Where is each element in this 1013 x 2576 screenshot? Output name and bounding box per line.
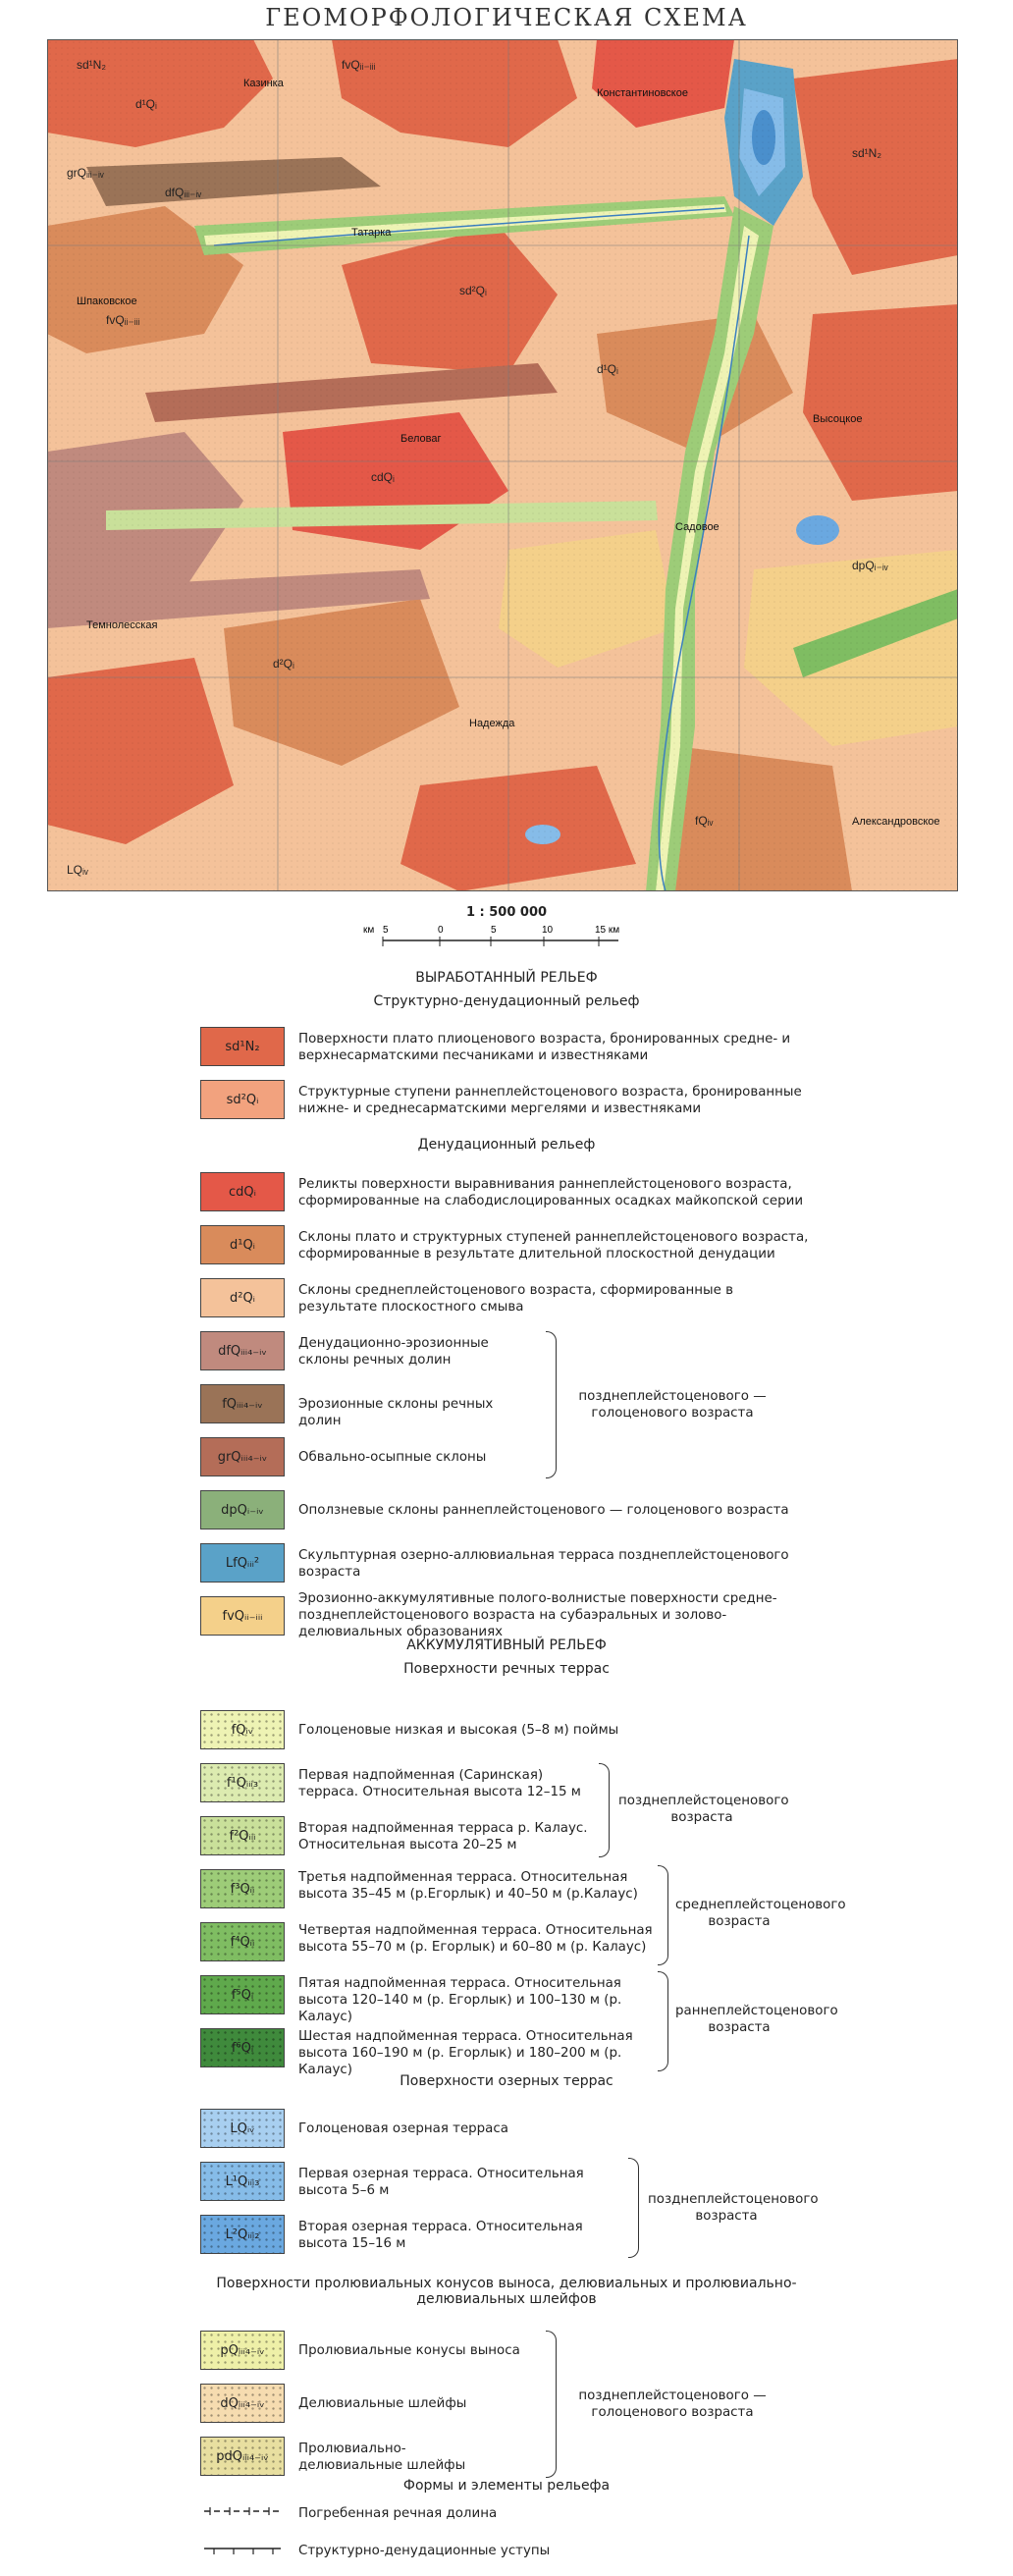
legend-text: Голоценовая озерная терраса bbox=[298, 2121, 508, 2136]
map-label: cdQᵢ bbox=[371, 470, 395, 484]
legend-group-label: среднеплейстоценового возраста bbox=[675, 1898, 846, 1929]
legend-text: Вторая озерная терраса. Относительная высота 15–16 м bbox=[298, 2220, 583, 2251]
legend-swatch: f⁴Qᵢᵢ bbox=[200, 1922, 285, 1961]
legend-group-label: позднеплейстоценового возраста bbox=[618, 1794, 789, 1825]
scale-tick-label: 5 bbox=[491, 925, 497, 936]
map-title: ГЕОМОРФОЛОГИЧЕСКАЯ СХЕМА bbox=[265, 4, 748, 31]
legend-brace bbox=[546, 1331, 557, 1478]
map-label: LQᵢᵥ bbox=[67, 863, 88, 877]
legend-swatch: d¹Qᵢ bbox=[200, 1225, 285, 1264]
buried-valley-symbol bbox=[200, 2503, 285, 2523]
legend-swatch: pQᵢᵢᵢ₄₋ᵢᵥ bbox=[200, 2331, 285, 2370]
place-label: Беловаг bbox=[400, 433, 442, 445]
legend-subheading: Поверхности речных террас bbox=[403, 1661, 610, 1677]
legend-subheading: Поверхности пролювиальных конусов выноса, делювиальных и пролювиально-делювиальных шлейфов bbox=[216, 2276, 797, 2307]
map-label: d¹Qᵢ bbox=[597, 362, 618, 376]
map-label: d²Qᵢ bbox=[273, 657, 294, 671]
legend-text: Склоны среднеплейстоценового возраста, сформированные в результате плоскостного смыва bbox=[298, 1283, 733, 1315]
legend-text: Эрозионно-аккумулятивные полого-волнистые поверхности средне-позднеплейстоценового возраста на субаэральных и золово-делювиальных образованиях bbox=[298, 1591, 777, 1639]
map-label: sd¹N₂ bbox=[77, 58, 106, 72]
place-label: Садовое bbox=[675, 521, 720, 533]
legend-swatch: L²Qᵢᵢᵢ₂ bbox=[200, 2215, 285, 2254]
legend-text: Скульптурная озерно-аллювиальная терраса позднеплейстоценового возраста bbox=[298, 1548, 789, 1580]
place-label: Темнолесская bbox=[86, 619, 158, 631]
legend-subheading: Поверхности озерных террас bbox=[400, 2073, 613, 2089]
legend-group-label: позднеплейстоценового — голоценового возраста bbox=[578, 2388, 767, 2420]
legend-swatch: d²Qᵢ bbox=[200, 1278, 285, 1317]
legend-group-label: позднеплейстоценового — голоценового возраста bbox=[578, 1389, 767, 1421]
map-texture bbox=[47, 39, 958, 891]
legend-swatch: dfQᵢᵢᵢ₄₋ᵢᵥ bbox=[200, 1331, 285, 1370]
legend-swatch: LfQᵢᵢᵢ² bbox=[200, 1543, 285, 1583]
legend-subheading: Формы и элементы рельефа bbox=[402, 2478, 611, 2494]
legend-text: Голоценовые низкая и высокая (5–8 м) поймы bbox=[298, 1723, 619, 1738]
legend-text: Структурно-денудационные уступы bbox=[298, 2544, 551, 2558]
legend-text: Структурные ступени раннеплейстоценового возраста, бронированные нижне- и среднесарматскими мергелями и известняками bbox=[298, 1085, 802, 1116]
legend-subheading: Структурно-денудационный рельеф bbox=[373, 993, 640, 1009]
place-label: Казинка bbox=[243, 78, 284, 89]
scale-bar bbox=[363, 923, 658, 962]
legend-swatch: L¹Qᵢᵢᵢ₃ bbox=[200, 2162, 285, 2201]
legend-swatch: cdQᵢ bbox=[200, 1172, 285, 1211]
legend-text: Вторая надпойменная терраса р. Калаус. Относительная высота 20–25 м bbox=[298, 1821, 588, 1852]
escarpment-symbol bbox=[200, 2541, 285, 2560]
legend-brace bbox=[658, 1865, 668, 1965]
legend-group-label: позднеплейстоценового возраста bbox=[648, 2192, 819, 2224]
map-label: sd²Qᵢ bbox=[459, 284, 487, 297]
legend-swatch: dQᵢᵢᵢ₄₋ᵢᵥ bbox=[200, 2384, 285, 2423]
place-label: Александровское bbox=[852, 816, 940, 828]
scale-tick-label: 5 bbox=[383, 925, 389, 936]
legend-swatch: sd¹N₂ bbox=[200, 1027, 285, 1066]
legend-brace bbox=[628, 2158, 639, 2258]
scale-tick-label: 10 bbox=[542, 925, 554, 936]
legend-text: Поверхности плато плиоценового возраста, бронированных средне- и верхнесарматскими песчаниками и известняками bbox=[298, 1032, 791, 1063]
legend-text: Третья надпойменная терраса. Относительная высота 35–45 м (р.Егорлык) и 40–50 м (р.Калаус) bbox=[298, 1870, 638, 1902]
place-label: Высоцкое bbox=[813, 413, 863, 425]
scale-tick-label: 0 bbox=[438, 925, 444, 936]
legend-swatch: fvQᵢᵢ₋ᵢᵢᵢ bbox=[200, 1596, 285, 1636]
legend-text: Четвертая надпойменная терраса. Относительная высота 55–70 м (р. Егорлык) и 60–80 м (р. Калаус) bbox=[298, 1923, 653, 1955]
legend-swatch: f²Qᵢᵢᵢ bbox=[200, 1816, 285, 1855]
map-label: sd¹N₂ bbox=[852, 146, 881, 160]
legend-swatch: pdQᵢᵢᵢ₄₋ᵢᵥ bbox=[200, 2437, 285, 2476]
legend-text: Первая надпойменная (Саринская) терраса. Относительная высота 12–15 м bbox=[298, 1768, 581, 1799]
legend-swatch: f⁶Qᵢ bbox=[200, 2028, 285, 2067]
legend-text: Обвально-осыпные склоны bbox=[298, 1450, 487, 1465]
map-label: dfQᵢᵢᵢ₋ᵢᵥ bbox=[165, 186, 202, 199]
map-label: dpQᵢ₋ᵢᵥ bbox=[852, 559, 888, 572]
legend-text: Пролювиально-делювиальные шлейфы bbox=[298, 2442, 466, 2473]
legend-text: Погребенная речная долина bbox=[298, 2506, 498, 2521]
place-label: Татарка bbox=[351, 227, 392, 239]
scale-ratio: 1 : 500 000 bbox=[465, 905, 548, 920]
legend-swatch: fQᵢᵥ bbox=[200, 1710, 285, 1749]
place-label: Шпаковское bbox=[77, 295, 137, 307]
legend-group-label: раннеплейстоценового возраста bbox=[675, 2004, 838, 2035]
legend-text: Делювиальные шлейфы bbox=[298, 2396, 467, 2411]
map-label: fvQᵢᵢ₋ᵢᵢᵢ bbox=[106, 313, 140, 327]
legend-brace bbox=[658, 1971, 668, 2071]
legend-heading: ВЫРАБОТАННЫЙ РЕЛЬЕФ bbox=[415, 970, 598, 986]
legend-swatch: fQᵢᵢᵢ₄₋ᵢᵥ bbox=[200, 1384, 285, 1423]
map-label: fvQᵢᵢ₋ᵢᵢᵢ bbox=[342, 58, 376, 72]
legend-swatch: f³Qᵢᵢ bbox=[200, 1869, 285, 1908]
map-label: d¹Qᵢ bbox=[135, 97, 157, 111]
place-label: Надежда bbox=[469, 718, 515, 729]
scale-tick-label: км bbox=[363, 925, 375, 936]
legend-subheading: Денудационный рельеф bbox=[417, 1137, 596, 1153]
map-label: fQᵢᵥ bbox=[695, 814, 714, 828]
geomorphological-map[interactable] bbox=[47, 39, 958, 891]
legend-text: Первая озерная терраса. Относительная высота 5–6 м bbox=[298, 2167, 584, 2198]
legend-swatch: f⁵Qᵢ bbox=[200, 1975, 285, 2014]
legend-brace bbox=[599, 1763, 610, 1857]
legend-swatch: sd²Qᵢ bbox=[200, 1080, 285, 1119]
legend-brace bbox=[546, 2331, 557, 2478]
legend-swatch: grQᵢᵢᵢ₄₋ᵢᵥ bbox=[200, 1437, 285, 1476]
legend-swatch: f¹Qᵢᵢᵢ₃ bbox=[200, 1763, 285, 1802]
legend-swatch: LQᵢᵥ bbox=[200, 2109, 285, 2148]
legend-text: Шестая надпойменная терраса. Относительная высота 160–190 м (р. Егорлык) и 180–200 м (р. Калаус) bbox=[298, 2029, 633, 2077]
place-label: Константиновское bbox=[597, 87, 688, 99]
legend-text: Склоны плато и структурных ступеней раннеплейстоценового возраста, сформированные в результате длительной плоскостной денудации bbox=[298, 1230, 809, 1261]
legend-text: Денудационно-эрозионные склоны речных долин bbox=[298, 1336, 489, 1368]
legend-text: Эрозионные склоны речных долин bbox=[298, 1397, 494, 1428]
legend-text: Оползневые склоны раннеплейстоценового — голоценового возраста bbox=[298, 1503, 789, 1518]
legend-text: Пятая надпойменная терраса. Относительная высота 120–140 м (р. Егорлык) и 100–130 м (р. Калаус) bbox=[298, 1976, 622, 2024]
legend-heading: АККУМУЛЯТИВНЫЙ РЕЛЬЕФ bbox=[406, 1637, 607, 1653]
legend-text: Реликты поверхности выравнивания раннеплейстоценового возраста, сформированные на слабодислоцированных осадках майкопской серии bbox=[298, 1177, 804, 1208]
legend-swatch: dpQᵢ₋ᵢᵥ bbox=[200, 1490, 285, 1530]
legend-text: Пролювиальные конусы выноса bbox=[298, 2343, 520, 2358]
map-label: grQᵢᵢᵢ₋ᵢᵥ bbox=[67, 166, 104, 180]
scale-tick-label: 15 км bbox=[595, 925, 620, 936]
